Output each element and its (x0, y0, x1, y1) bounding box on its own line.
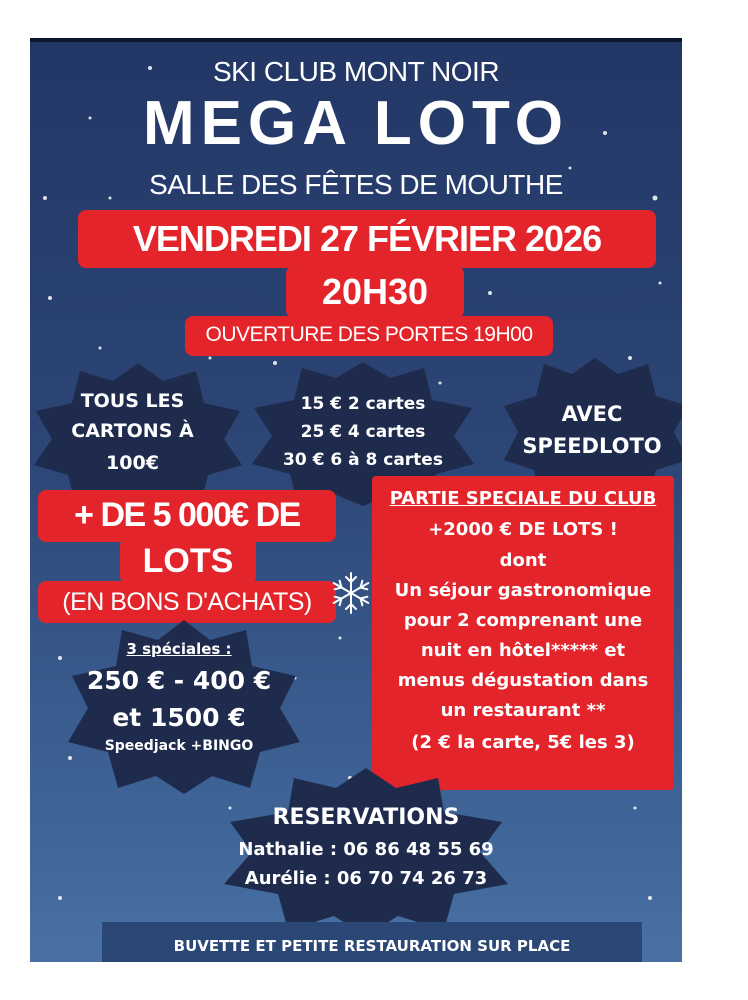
reservation-contact-aurelie: Aurélie : 06 70 74 26 73 (244, 868, 488, 889)
lots-line-2: LOTS (142, 542, 234, 580)
reservations-heading: RESERVATIONS (272, 805, 460, 830)
speciales-heading: 3 spéciales : (126, 640, 232, 658)
speciales-line-1: 250 € - 400 € (86, 666, 272, 695)
club-special-line-5: nuit en hôtel***** et (420, 640, 626, 661)
footer-text: BUVETTE ET PETITE RESTAURATION SUR PLACE (173, 937, 571, 955)
club-name: SKI CLUB MONT NOIR (212, 56, 500, 87)
club-special-line-3: Un séjour gastronomique (394, 580, 652, 601)
speedloto-line-2: SPEEDLOTO (522, 434, 662, 458)
cartons-line-1: TOUS LES (80, 390, 185, 412)
event-venue: SALLE DES FÊTES DE MOUTHE (149, 169, 563, 200)
speciales-line-3: Speedjack +BINGO (104, 738, 254, 754)
snowflake-icon (328, 570, 374, 616)
price-line-3: 30 € 6 à 8 cartes (283, 450, 443, 470)
doors-opening: OUVERTURE DES PORTES 19H00 (205, 323, 533, 346)
price-line-2: 25 € 4 cartes (300, 422, 426, 442)
event-date: VENDREDI 27 FÉVRIER 2026 (132, 218, 602, 259)
event-title: MEGA LOTO (143, 89, 569, 158)
lots-line-3: (EN BONS D'ACHATS) (62, 588, 312, 616)
club-special-line-8: (2 € la carte, 5€ les 3) (411, 732, 635, 753)
reservation-contact-nathalie: Nathalie : 06 86 48 55 69 (238, 839, 494, 860)
club-special-line-4: pour 2 comprenant une (403, 610, 643, 631)
club-special-line-7: un restaurant ** (440, 700, 606, 721)
speciales-line-2: et 1500 € (112, 703, 246, 732)
loto-poster (30, 38, 682, 962)
club-special-line-1: +2000 € DE LOTS ! (428, 519, 618, 540)
lots-line-1: + DE 5 000€ DE (74, 496, 300, 534)
speedloto-line-1: AVEC (561, 402, 623, 426)
club-special-line-2: dont (499, 550, 547, 571)
cartons-line-2: CARTONS À (71, 420, 194, 442)
cartons-line-3: 100€ (106, 452, 159, 474)
event-time: 20H30 (321, 271, 429, 312)
price-line-1: 15 € 2 cartes (300, 394, 426, 414)
club-special-heading: PARTIE SPECIALE DU CLUB (389, 488, 657, 509)
club-special-line-6: menus dégustation dans (397, 670, 649, 691)
